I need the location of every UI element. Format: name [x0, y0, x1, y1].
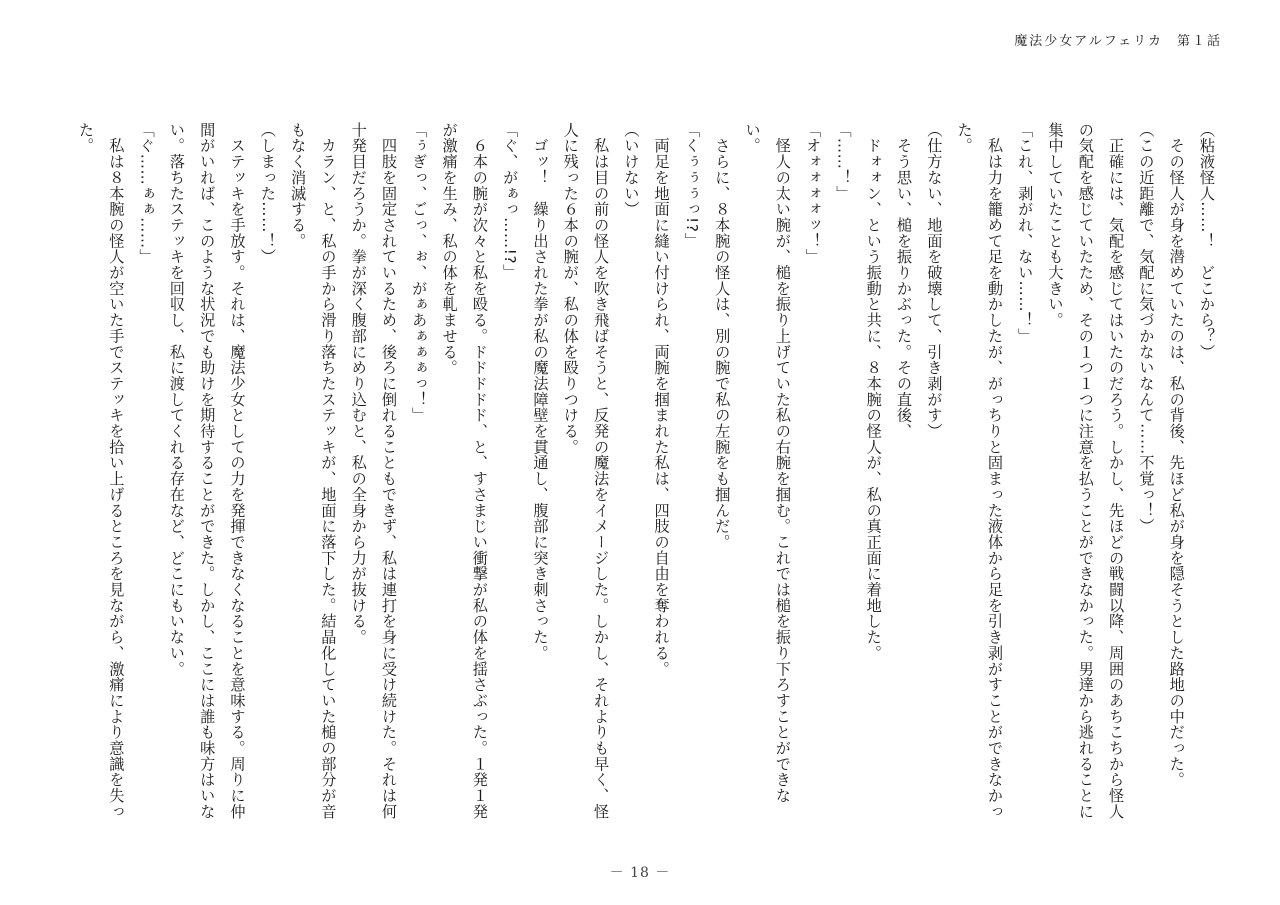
paragraph: 「オォォォォッ！」 — [804, 122, 823, 265]
paragraph: 両足を地面に縫い付けられ、両腕を掴まれた私は、四肢の自由を奪われる。 — [652, 122, 671, 677]
paragraph: 正確には、気配を感じてはいたのだろう。しかし、先ほどの戦闘以降、周囲のあちこちから怪人の気配を感じていたため、その１つ１つに注意を払うことができなかった。男達から逃れることに集中していたことも大きい。 — [1046, 122, 1126, 820]
paragraph: ６本の腕が次々と私を殴る。ドドドドド、と、すさまじい衝撃が私の体を揺さぶった。１発１発が激痛を生み、私の体を軋ませる。 — [440, 122, 489, 820]
paragraph: 「これ、剥がれ、ない……！」 — [1016, 122, 1035, 344]
paragraph: 四肢を固定されているため、後ろに倒れることもできず、私は連打を身に受け続けた。それは何十発目だろうか。拳が深く腹部にめり込むと、私の全身から力が抜ける。 — [349, 122, 398, 820]
paragraph: 私は８本腕の怪人が空いた手でステッキを拾い上げるところを見ながら、激痛により意識を失った。 — [77, 122, 126, 820]
paragraph: 「ぐ、がぁっ……!?」 — [501, 122, 520, 281]
paragraph: ステッキを手放す。それは、魔法少女としての力を発揮できなくなることを意味する。周りに仲間がいれば、このような状況でも助けを期待することができた。しかし、ここには誰も味方はいない。落ちたステッキを回収し、私に渡してくれる存在など、どこにもいない。 — [167, 122, 247, 820]
paragraph: 私は力を籠めて足を動かしたが、がっちりと固まった液体から足を引き剥がすことができなかった。 — [955, 122, 1004, 820]
paragraph: さらに、８本腕の怪人は、別の腕で私の左腕をも掴んだ。 — [713, 122, 732, 550]
paragraph: 「……！」 — [834, 122, 853, 202]
paragraph: 「くぅぅぅっ!?」 — [682, 122, 701, 249]
paragraph: （この近距離で、気配に気づかないなんて……不覚っ！） — [1137, 122, 1156, 535]
paragraph: 「ぅぎっ、ごっ、ぉ、がぁあぁぁぁっ！」 — [410, 122, 429, 424]
paragraph: ドォォン、という振動と共に、８本腕の怪人が、私の真正面に着地した。 — [864, 122, 883, 661]
paragraph: （粘液怪人……！ どこから？） — [1198, 122, 1216, 360]
book-title: 魔法少女アルフェリカ — [1014, 34, 1163, 49]
chapter-label: 第１話 — [1176, 34, 1222, 49]
paragraph: ゴッ！ 繰り出された拳が私の魔法障壁を貫通し、腹部に突き刺さった。 — [531, 122, 550, 661]
page-number: － 18 － — [609, 865, 671, 881]
paragraph: その怪人が身を潜めていたのは、私の背後、先ほど私が身を隠そうとした路地の中だった。 — [1167, 122, 1186, 788]
paragraph: （しまった……！） — [258, 122, 277, 265]
paragraph: 「ぐ……ぁぁ……」 — [137, 122, 156, 265]
paragraph: （いけない） — [622, 122, 641, 218]
paragraph: （仕方ない、地面を破壊して、引き剥がす） — [925, 122, 944, 439]
running-header — [1014, 30, 1222, 49]
paragraph: 私は目の前の怪人を吹き飛ばそうと、反発の魔法をイメージした。しかし、それよりも早く、怪人に残った６本の腕が、私の体を殴りつける。 — [561, 122, 611, 820]
paragraph: そう思い、槌を振りかぶった。その直後、 — [895, 122, 914, 439]
body-text — [52, 122, 1222, 822]
paragraph: 怪人の太い腕が、槌を振り上げていた私の右腕を掴む。これでは槌を振り下ろすことができない。 — [743, 122, 792, 804]
paragraph: カラン、と、私の手から滑り落ちたステッキが、地面に落下した。結晶化していた槌の部分が音もなく消滅する。 — [289, 122, 338, 820]
